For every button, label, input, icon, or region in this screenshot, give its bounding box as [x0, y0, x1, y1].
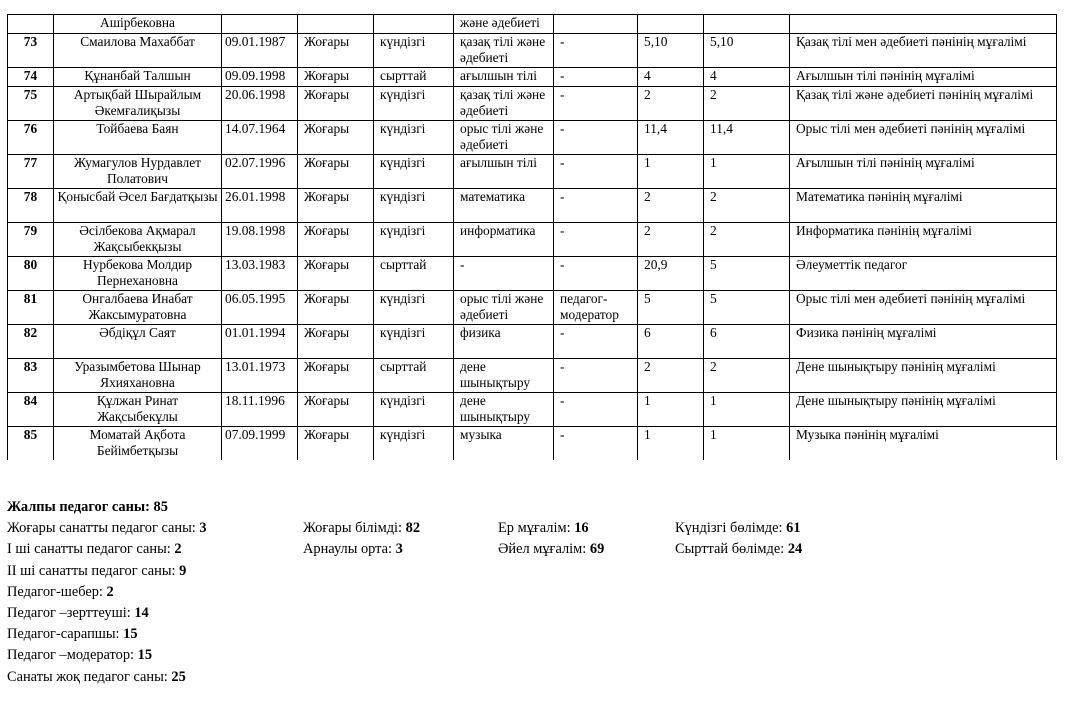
total-experience-cell: 6 — [638, 325, 704, 359]
specialty-cell: қазақ тілі және әдебиеті — [454, 34, 554, 68]
study-form-cell: сырттай — [374, 257, 454, 291]
table-body — [8, 15, 1057, 461]
table-row — [8, 291, 1057, 325]
higher-education-stat: Жоғары білімді: 82 — [303, 520, 421, 537]
row-number-cell: 78 — [8, 189, 54, 223]
first-category-stat: І ші санатты педагог саны: 2 — [7, 541, 182, 558]
total-experience-cell: 2 — [638, 87, 704, 121]
qualification-category-cell: - — [554, 68, 638, 87]
row-number-cell — [8, 15, 54, 34]
total-experience-cell: 5 — [638, 291, 704, 325]
position-cell: Ағылшын тілі пәнінің мұғалімі — [790, 155, 1057, 189]
fulltime-stat: Күндізгі бөлімде: 61 — [675, 520, 801, 537]
teaching-experience-cell: 1 — [704, 393, 790, 427]
moderator-stat: Педагог –модератор: 15 — [7, 647, 153, 664]
position-cell: Математика пәнінің мұғалімі — [790, 189, 1057, 223]
education-level-cell — [298, 15, 374, 34]
teaching-experience-cell: 6 — [704, 325, 790, 359]
row-number-cell: 83 — [8, 359, 54, 393]
table-row — [8, 34, 1057, 68]
total-experience-cell: 1 — [638, 155, 704, 189]
birth-date-cell: 01.01.1994 — [222, 325, 298, 359]
specialty-cell: дене шынықтыру — [454, 393, 554, 427]
position-cell: Физика пәнінің мұғалімі — [790, 325, 1057, 359]
study-form-cell — [374, 15, 454, 34]
birth-date-cell: 09.09.1998 — [222, 68, 298, 87]
table-row — [8, 427, 1057, 461]
total-experience-cell: 20,9 — [638, 257, 704, 291]
teacher-name-cell: Жумагулов Нурдавлет Полатович — [54, 155, 222, 189]
total-experience-cell — [638, 15, 704, 34]
education-level-cell: Жоғары — [298, 359, 374, 393]
row-number-cell: 73 — [8, 34, 54, 68]
teaching-experience-cell: 1 — [704, 427, 790, 461]
education-level-cell: Жоғары — [298, 427, 374, 461]
education-level-cell: Жоғары — [298, 189, 374, 223]
position-cell: Информатика пәнінің мұғалімі — [790, 223, 1057, 257]
qualification-category-cell: - — [554, 223, 638, 257]
birth-date-cell: 13.01.1973 — [222, 359, 298, 393]
teacher-name-cell: Әсілбекова Ақмарал Жақсыбекқызы — [54, 223, 222, 257]
teacher-name-cell: Смаилова Махаббат — [54, 34, 222, 68]
second-category-stat: ІІ ші санатты педагог саны: 9 — [7, 562, 187, 579]
master-stat: Педагог-шебер: 2 — [7, 583, 114, 600]
study-form-cell: күндізгі — [374, 155, 454, 189]
total-experience-cell: 2 — [638, 189, 704, 223]
teaching-experience-cell: 5 — [704, 257, 790, 291]
teacher-name-cell: Қонысбай Әсел Бағдатқызы — [54, 189, 222, 223]
total-experience-cell: 4 — [638, 68, 704, 87]
birth-date-cell: 02.07.1996 — [222, 155, 298, 189]
study-form-cell: күндізгі — [374, 121, 454, 155]
table-row — [8, 325, 1057, 359]
staff-summary — [7, 497, 803, 688]
birth-date-cell: 14.07.1964 — [222, 121, 298, 155]
teacher-name-cell: Нурбекова Молдир Пернехановна — [54, 257, 222, 291]
total-experience-cell: 1 — [638, 393, 704, 427]
qualification-category-cell — [554, 15, 638, 34]
study-form-cell: күндізгі — [374, 325, 454, 359]
teacher-name-cell: Тойбаева Баян — [54, 121, 222, 155]
study-form-cell: күндізгі — [374, 34, 454, 68]
position-cell: Орыс тілі мен әдебиеті пәнінің мұғалімі — [790, 121, 1057, 155]
summary-line — [7, 518, 801, 539]
table-row — [8, 223, 1057, 257]
row-number-cell: 80 — [8, 257, 54, 291]
birth-date-cell: 09.01.1987 — [222, 34, 298, 68]
teaching-experience-cell — [704, 15, 790, 34]
qualification-category-cell: - — [554, 34, 638, 68]
birth-date-cell: 06.05.1995 — [222, 291, 298, 325]
qualification-category-cell: - — [554, 155, 638, 189]
specialty-cell: математика — [454, 189, 554, 223]
row-number-cell: 77 — [8, 155, 54, 189]
expert-stat: Педагог-сарапшы: 15 — [7, 626, 138, 643]
birth-date-cell: 19.08.1998 — [222, 223, 298, 257]
qualification-category-cell: - — [554, 325, 638, 359]
education-level-cell: Жоғары — [298, 393, 374, 427]
teaching-experience-cell: 5,10 — [704, 34, 790, 68]
position-cell: Қазақ тілі және әдебиеті пәнінің мұғалімі — [790, 87, 1057, 121]
table-row — [8, 155, 1057, 189]
row-number-cell: 79 — [8, 223, 54, 257]
teacher-name-cell: Уразымбетова Шынар Яхияхановна — [54, 359, 222, 393]
position-cell — [790, 15, 1057, 34]
teaching-experience-cell: 2 — [704, 189, 790, 223]
study-form-cell: сырттай — [374, 68, 454, 87]
teaching-experience-cell: 11,4 — [704, 121, 790, 155]
table-row — [8, 189, 1057, 223]
researcher-stat: Педагог –зерттеуші: 14 — [7, 604, 149, 621]
female-teachers-stat: Әйел мұғалім: 69 — [498, 541, 605, 558]
study-form-cell: күндізгі — [374, 291, 454, 325]
teaching-experience-cell: 5 — [704, 291, 790, 325]
education-level-cell: Жоғары — [298, 291, 374, 325]
table-row — [8, 257, 1057, 291]
table-row — [8, 68, 1057, 87]
table-row — [8, 393, 1057, 427]
teaching-experience-cell: 4 — [704, 68, 790, 87]
teacher-name-cell: Онгалбаева Инабат Жаксымуратовна — [54, 291, 222, 325]
teacher-name-cell: Құнанбай Талшын — [54, 68, 222, 87]
specialty-cell: орыс тілі және әдебиеті — [454, 121, 554, 155]
position-cell: Дене шынықтыру пәнінің мұғалімі — [790, 393, 1057, 427]
study-form-cell: күндізгі — [374, 87, 454, 121]
special-secondary-stat: Арнаулы орта: 3 — [303, 541, 403, 558]
table-row — [8, 359, 1057, 393]
birth-date-cell — [222, 15, 298, 34]
education-level-cell: Жоғары — [298, 257, 374, 291]
row-number-cell: 84 — [8, 393, 54, 427]
qualification-category-cell: педагог-модератор — [554, 291, 638, 325]
teacher-name-cell: Әбдіқұл Саят — [54, 325, 222, 359]
specialty-cell: - — [454, 257, 554, 291]
teaching-experience-cell: 2 — [704, 87, 790, 121]
row-number-cell: 82 — [8, 325, 54, 359]
birth-date-cell: 18.11.1996 — [222, 393, 298, 427]
birth-date-cell: 20.06.1998 — [222, 87, 298, 121]
birth-date-cell: 13.03.1983 — [222, 257, 298, 291]
male-teachers-stat: Ер мұғалім: 16 — [498, 520, 589, 537]
specialty-cell: физика — [454, 325, 554, 359]
education-level-cell: Жоғары — [298, 87, 374, 121]
table-row — [8, 87, 1057, 121]
parttime-stat: Сырттай бөлімде: 24 — [675, 541, 803, 558]
position-cell: Музыка пәнінің мұғалімі — [790, 427, 1057, 461]
education-level-cell: Жоғары — [298, 121, 374, 155]
total-experience-cell: 5,10 — [638, 34, 704, 68]
total-experience-cell: 2 — [638, 223, 704, 257]
teacher-name-cell: Ашірбековна — [54, 15, 222, 34]
position-cell: Дене шынықтыру пәнінің мұғалімі — [790, 359, 1057, 393]
row-number-cell: 81 — [8, 291, 54, 325]
summary-line — [7, 539, 803, 560]
teacher-name-cell: Моматай Ақбота Бейімбетқызы — [54, 427, 222, 461]
birth-date-cell: 07.09.1999 — [222, 427, 298, 461]
education-level-cell: Жоғары — [298, 223, 374, 257]
specialty-cell: және әдебиеті — [454, 15, 554, 34]
education-level-cell: Жоғары — [298, 325, 374, 359]
qualification-category-cell: - — [554, 257, 638, 291]
study-form-cell: күндізгі — [374, 393, 454, 427]
teaching-experience-cell: 2 — [704, 359, 790, 393]
study-form-cell: күндізгі — [374, 189, 454, 223]
total-label: Жалпы педагог саны: — [7, 499, 150, 515]
row-number-cell: 85 — [8, 427, 54, 461]
total-experience-cell: 11,4 — [638, 121, 704, 155]
table-row — [8, 121, 1057, 155]
birth-date-cell: 26.01.1998 — [222, 189, 298, 223]
specialty-cell: дене шынықтыру — [454, 359, 554, 393]
teaching-experience-cell: 2 — [704, 223, 790, 257]
study-form-cell: күндізгі — [374, 427, 454, 461]
position-cell: Қазақ тілі мен әдебиеті пәнінің мұғалімі — [790, 34, 1057, 68]
qualification-category-cell: - — [554, 359, 638, 393]
study-form-cell: күндізгі — [374, 223, 454, 257]
staff-table — [7, 14, 1057, 460]
position-cell: Орыс тілі мен әдебиеті пәнінің мұғалімі — [790, 291, 1057, 325]
row-number-cell: 74 — [8, 68, 54, 87]
education-level-cell: Жоғары — [298, 34, 374, 68]
summary-line — [7, 497, 186, 518]
qualification-category-cell: - — [554, 393, 638, 427]
total-experience-cell: 1 — [638, 427, 704, 461]
qualification-category-cell: - — [554, 427, 638, 461]
specialty-cell: музыка — [454, 427, 554, 461]
position-cell: Әлеуметтік педагог — [790, 257, 1057, 291]
education-level-cell: Жоғары — [298, 68, 374, 87]
specialty-cell: қазақ тілі және әдебиеті — [454, 87, 554, 121]
table-row — [8, 15, 1057, 34]
total-value: 85 — [153, 499, 168, 515]
highest-category-stat: Жоғары санатты педагог саны: 3 — [7, 520, 207, 537]
teacher-name-cell: Құлжан Ринат Жақсыбекұлы — [54, 393, 222, 427]
row-number-cell: 75 — [8, 87, 54, 121]
teaching-experience-cell: 1 — [704, 155, 790, 189]
qualification-category-cell: - — [554, 87, 638, 121]
position-cell: Ағылшын тілі пәнінің мұғалімі — [790, 68, 1057, 87]
study-form-cell: сырттай — [374, 359, 454, 393]
specialty-cell: ағылшын тілі — [454, 68, 554, 87]
specialty-cell: информатика — [454, 223, 554, 257]
total-experience-cell: 2 — [638, 359, 704, 393]
qualification-category-cell: - — [554, 189, 638, 223]
teacher-name-cell: Артықбай Шырайлым Әкемғалиқызы — [54, 87, 222, 121]
education-level-cell: Жоғары — [298, 155, 374, 189]
no-category-stat: Санаты жоқ педагог саны: 25 — [7, 668, 186, 685]
qualification-category-cell: - — [554, 121, 638, 155]
specialty-cell: орыс тілі және әдебиеті — [454, 291, 554, 325]
specialty-cell: ағылшын тілі — [454, 155, 554, 189]
row-number-cell: 76 — [8, 121, 54, 155]
